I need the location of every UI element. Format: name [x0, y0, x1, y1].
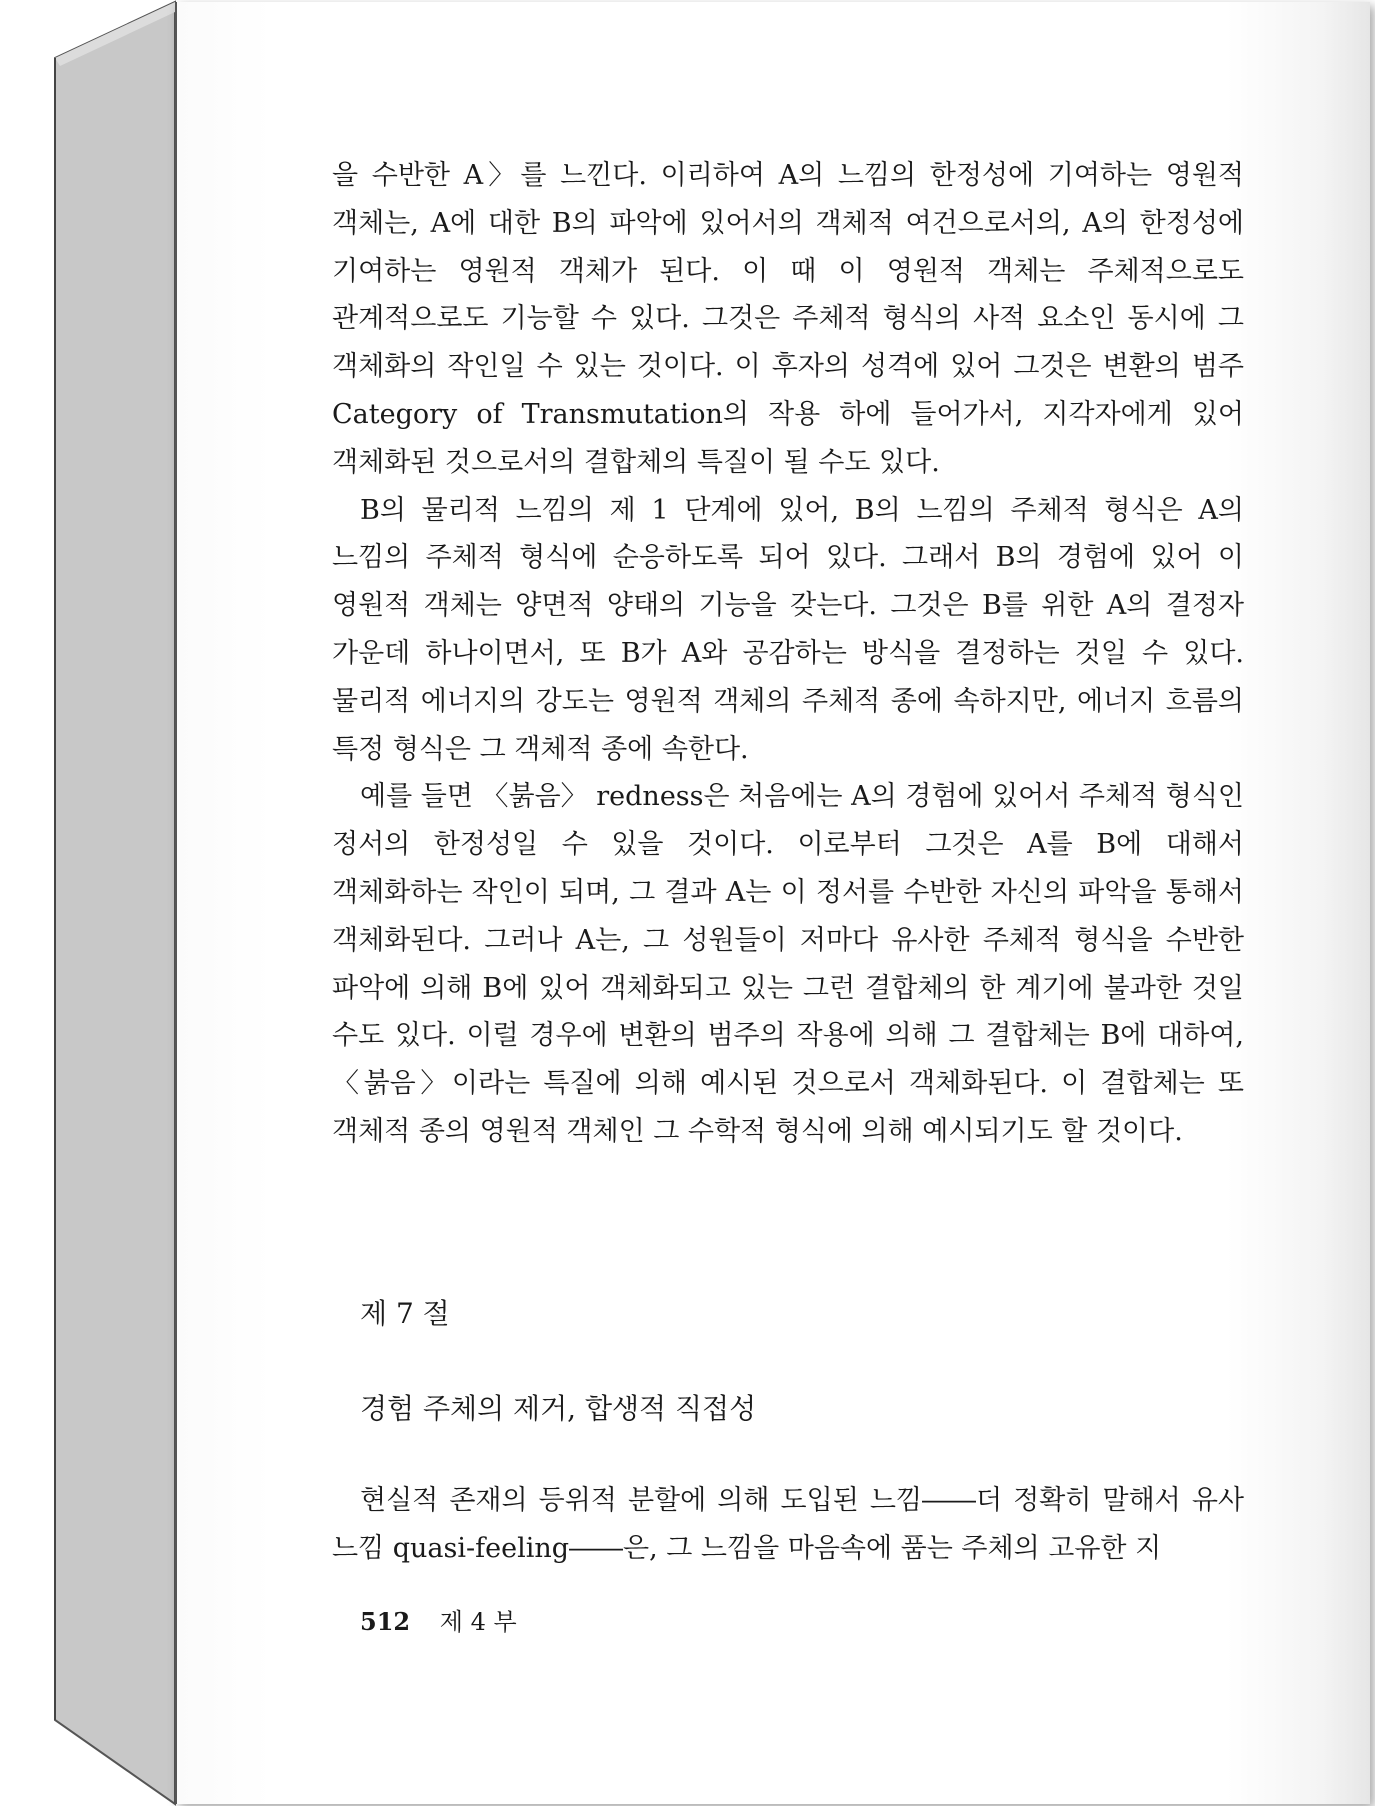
- section-body-text: [332, 1477, 1244, 1573]
- book-spine-edge: [0, 0, 200, 1806]
- book-page: [175, 2, 1370, 1804]
- part-label: 제 4 부: [439, 1608, 517, 1636]
- body-text: [332, 152, 1244, 1156]
- paragraph: 을 수반한 A〉를 느낀다. 이리하여 A의 느낌의 한정성에 기여하는 영원적 객체는, A에 대한 B의 파악에 있어서의 객체적 여건으로서의, A의 한정성에 기여하는 영원적 객체가 된다. 이 때 이 영원적 객체는 주체적으로도 관계적으로도 기능할 수 있다. 그것은 주체적 형식의 사적 요소인 동시에 그 객체화의 작인일 수 있는 것이다. 이 후자의 성격에 있어 그것은 변환의 범주 Category of Transmutation의 작용 하에 들어가서, 지각자에게 있어 객체화된 것으로서의 결합체의 특질이 될 수도 있다.: [332, 160, 1244, 478]
- paragraph: 예를 들면 〈붉음〉 redness은 처음에는 A의 경험에 있어서 주체적 형식인 정서의 한정성일 수 있을 것이다. 이로부터 그것은 A를 B에 대해서 객체화하는 작인이 되며, 그 결과 A는 이 정서를 수반한 자신의 파악을 통해서 객체화된다. 그러나 A는, 그 성원들이 저마다 유사한 주체적 형식을 수반한 파악에 의해 B에 있어 객체화되고 있는 그런 결합체의 한 계기에 불과한 것일 수도 있다. 이럴 경우에 변환의 범주의 작용에 의해 그 결합체는 B에 대하여, 〈붉음〉이라는 특질에 의해 예시된 것으로서 객체화된다. 이 결합체는 또 객체적 종의 영원적 객체인 그 수학적 형식에 의해 예시되기도 할 것이다.: [332, 781, 1244, 1147]
- paragraph: B의 물리적 느낌의 제 1 단계에 있어, B의 느낌의 주체적 형식은 A의 느낌의 주체적 형식에 순응하도록 되어 있다. 그래서 B의 경험에 있어 이 영원적 객체는 양면적 양태의 기능을 갖는다. 그것은 B를 위한 A의 결정자 가운데 하나이면서, 또 B가 A와 공감하는 방식을 결정하는 것일 수 있다. 물리적 에너지의 강도는 영원적 객체의 주체적 종에 속하지만, 에너지 흐름의 특정 형식은 그 객체적 종에 속한다.: [332, 494, 1244, 765]
- page-number: 512: [360, 1607, 411, 1636]
- section-number: 제 7 절: [360, 1297, 450, 1330]
- page-footer: [360, 1602, 517, 1637]
- paragraph: 현실적 존재의 등위적 분할에 의해 도입된 느낌――더 정확히 말해서 유사 느낌 quasi-feeling――은, 그 느낌을 마음속에 품는 주체의 고유한 지: [332, 1485, 1244, 1564]
- section-title: 경험 주체의 제거, 합생적 직접성: [360, 1392, 757, 1425]
